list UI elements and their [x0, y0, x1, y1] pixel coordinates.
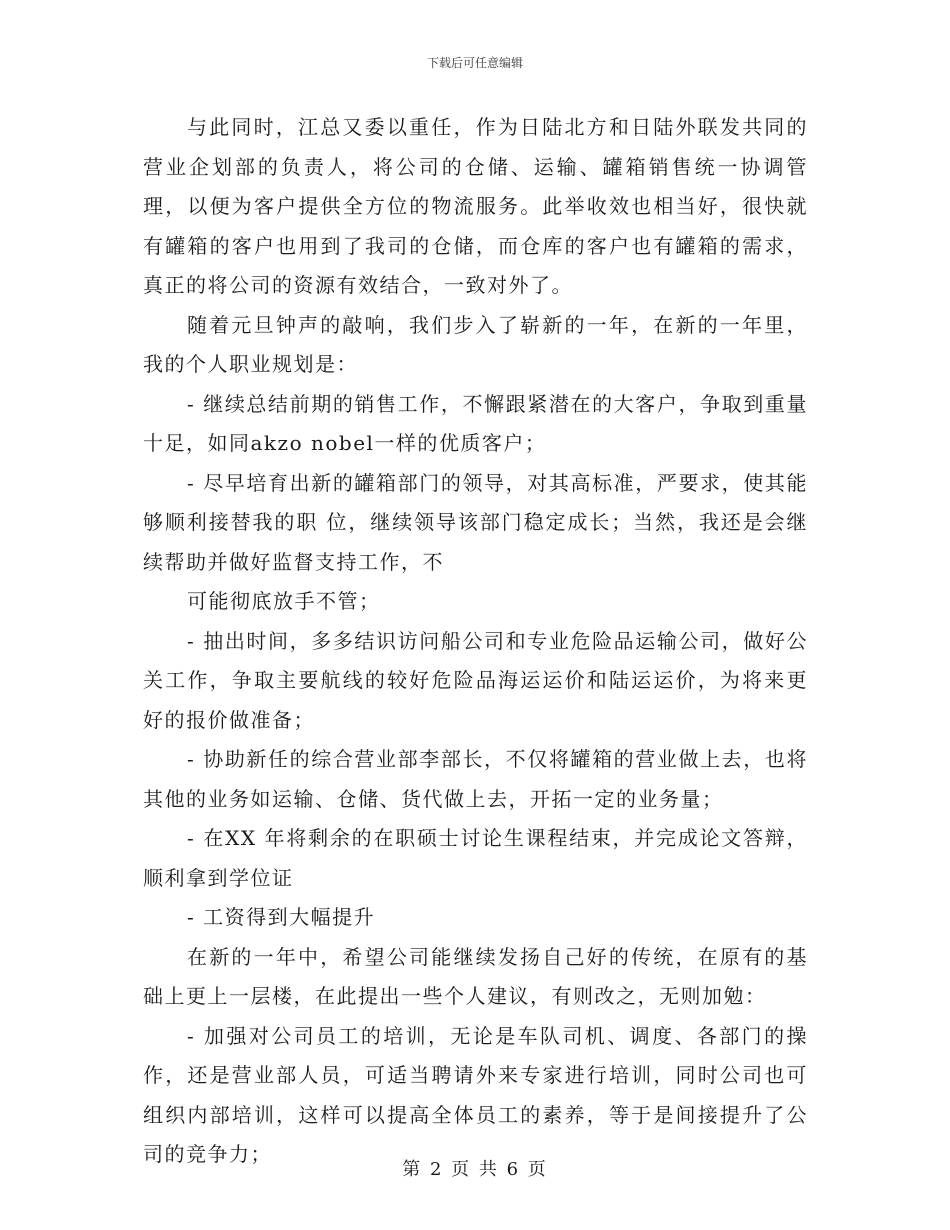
list-item-3: - 抽出时间，多多结识访问船公司和专业危险品运输公司，做好公关工作，争取主要航线的较好危险品海运运价和陆运运价，为将来更好的报价做准备； [143, 628, 808, 732]
paragraph-1: 与此同时，江总又委以重任，作为日陆北方和日陆外联发共同的营业企划部的负责人，将公司的仓储、运输、罐箱销售统一协调管理，以便为客户提供全方位的物流服务。此举收效也相当好，很快就有罐箱的客户也用到了我司的仓储，而仓库的客户也有罐箱的需求，真正的将公司的资源有效结合，一致对外了。 [143, 115, 808, 297]
document-body [143, 108, 808, 1175]
paragraph-3: 在新的一年中，希望公司能继续发扬自己好的传统，在原有的基础上更上一层楼，在此提出一些个人建议，有则改之，无则加勉： [143, 944, 808, 1008]
list-item-5: - 在XX 年将剩余的在职硕士讨论生课程结束，并完成论文答辩，顺利拿到学位证 [143, 826, 808, 890]
page-header: 下载后可任意编辑 [426, 56, 523, 70]
list-item-1: - 继续总结前期的销售工作，不懈跟紧潜在的大客户，争取到重量十足，如同akzo nobel一样的优质客户； [143, 391, 808, 455]
list-item-6: - 工资得到大幅提升 [187, 905, 376, 929]
list-item-2: - 尽早培育出新的罐箱部门的领导，对其高标准，严要求，使其能够顺利接替我的职 位，继续领导该部门稳定成长；当然，我还是会继续帮助并做好监督支持工作，不 [143, 470, 808, 574]
page-footer: 第 2 页 共 6 页 [402, 1159, 548, 1180]
paragraph-2: 随着元旦钟声的敲响，我们步入了崭新的一年，在新的一年里，我的个人职业规划是： [143, 312, 808, 376]
list-item-4: - 协助新任的综合营业部李部长，不仅将罐箱的营业做上去，也将其他的业务如运输、仓储、货代做上去，开拓一定的业务量； [143, 747, 808, 811]
list-item-7: - 加强对公司员工的培训，无论是车队司机、调度、各部门的操作，还是营业部人员，可适当聘请外来专家进行培训，同时公司也可组织内部培训，这样可以提高全体员工的素养，等于是间接提升了公司的竞争力； [143, 1023, 808, 1166]
list-item-2-continued: 可能彻底放手不管； [187, 589, 381, 613]
